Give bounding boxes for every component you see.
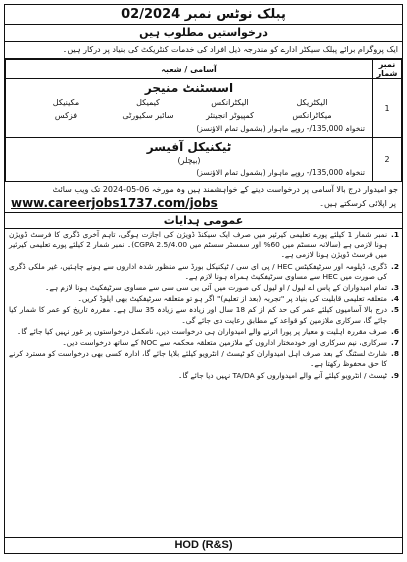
table-row — [6, 138, 402, 182]
discipline-item: کیمیکل — [136, 98, 160, 107]
discipline-item: الیکٹریکل — [296, 98, 328, 107]
intro-text: ایک پروگرام برائے پبلک سیکٹر ادارے کو مندرجہ ذیل افراد کی خدمات کنٹریکٹ کی بنیاد پر درکار ہیں۔ — [5, 42, 402, 59]
row-2-post — [6, 138, 373, 182]
post-title-technical-officer: ٹیکنیکل آفیسر — [146, 140, 232, 154]
salary-text: تنخواہ 135,000/- روپے ماہوار (بشمول تمام الاؤنسز) — [196, 124, 365, 133]
jobs-table — [5, 59, 402, 182]
table-row — [6, 79, 402, 138]
list-item: 2. ڈگری، ڈپلومہ اور سرٹیفکیٹس HEC / پی ای سی / ٹیکنیکل بورڈ سے منظور شدہ اداروں سے ہونے چاہئیں، غیر ملکی ڈگری کی صورت میں HEC سے مساوی سرٹیفکیٹ ہمراہ ہونا لازم ہے۔ — [9, 261, 399, 281]
row-1-sn: 1 — [373, 79, 402, 138]
post-subtitle: (بیچلر) — [177, 156, 201, 165]
general-guidelines-heading: عمومی ہدایات — [5, 213, 402, 229]
apply-instructions: جو امیدوار درج بالا آسامی پر درخواست دینے کے خواہشمند ہیں وہ مورخہ 06-05-2024 تک ویب سائٹ — [52, 185, 398, 194]
list-item: 1. نمبر شمار 1 کیلئے پورے تعلیمی کیرئیر میں صرف ایک سیکنڈ ڈویژن کی اجازت ہوگی، تاہم آخری ڈگری کا فرسٹ ڈویژن ہونا لازمی ہے (سالانہ سسٹم میں 60% اور سمسٹر سسٹم میں CGPA 2.5/4.00)۔ نمبر شمار 2 کیلئے پورے تعلیمی کیرئیر میں فرسٹ ڈویژن ہونا لازمی ہے۔ — [9, 230, 399, 260]
guidelines-list — [5, 229, 402, 381]
header-post: آسامی / شعبہ — [6, 60, 373, 79]
discipline-item: مکینیکل — [52, 98, 80, 107]
discipline-item: فزکس — [54, 111, 78, 120]
list-item: 9. ٹیسٹ / انٹرویو کیلئے آنے والے امیدواروں کو TA/DA نہیں دیا جائے گا۔ — [177, 370, 399, 380]
notice-title: پبلک نوٹس نمبر 02/2024 — [5, 5, 402, 25]
apply-link-tail: پر اپلائی کرسکتے ہیں۔ — [319, 198, 396, 208]
public-notice — [4, 4, 403, 554]
careers-link[interactable]: www.careerjobs1737.com/jobs — [11, 196, 218, 210]
table-header-row — [6, 60, 402, 79]
list-item: 5. درج بالا آسامیوں کیلئے عمر کی حد کم از کم 18 سال اور زیادہ سے زیادہ 35 سال ہے۔ مقررہ تاریخ کو عمر کا شمار کیا جائے گا، سرکاری ملازمین کو قواعد کے مطابق رعایت دی جائے گی۔ — [9, 305, 399, 325]
discipline-item: میکاٹرانکس — [292, 111, 332, 120]
list-item: 8. شارٹ لسٹنگ کے بعد صرف اہل امیدواران کو ٹیسٹ / انٹرویو کیلئے بلایا جائے گا، ادارہ کسی بھی درخواست کو مسترد کرنے کا حق محفوظ رکھتا ہے۔ — [9, 349, 399, 369]
row-1-post — [6, 79, 373, 138]
salary-text: تنخواہ 135,000/- روپے ماہوار (بشمول تمام الاؤنسز) — [196, 168, 365, 177]
list-item: 7. سرکاری، نیم سرکاری اور خودمختار اداروں کے ملازمین متعلقہ محکمہ سے NOC کے ساتھ درخواست دیں۔ — [62, 338, 399, 348]
notice-subtitle: درخواستیں مطلوب ہیں — [5, 25, 402, 42]
discipline-item: سائبر سکیورٹی — [122, 111, 174, 120]
discipline-item: کمپیوٹر انجینئر — [206, 111, 254, 120]
apply-link-row — [5, 196, 402, 213]
row-2-sn: 2 — [373, 138, 402, 182]
post-title-assistant-manager: اسسٹنٹ منیجر — [144, 81, 234, 95]
list-item: 6. صرف مقررہ اہلیت و معیار پر پورا اترنے والے امیدواران ہی درخواست دیں، نامکمل درخواستوں پر غور نہیں کیا جائے گا۔ — [16, 326, 399, 336]
list-item: 3. تمام امیدواران کے پاس اے لیول / او لیول کی صورت میں آئی بی سی سی سے مساوی سرٹیفکیٹ ہونا لازم ہے۔ — [45, 283, 399, 293]
header-sn: نمبر شمار — [373, 60, 402, 79]
discipline-item: الیکٹرانکس — [211, 98, 249, 107]
discipline-list — [7, 96, 371, 122]
footer-signature: HOD (R&S) — [5, 537, 402, 553]
list-item: 4. متعلقہ تعلیمی قابلیت کی بنیاد پر "تجربہ (بعد از تعلیم)" اگر ہو تو متعلقہ سرٹیفکیٹ بھی اپلوڈ کریں۔ — [77, 294, 399, 304]
